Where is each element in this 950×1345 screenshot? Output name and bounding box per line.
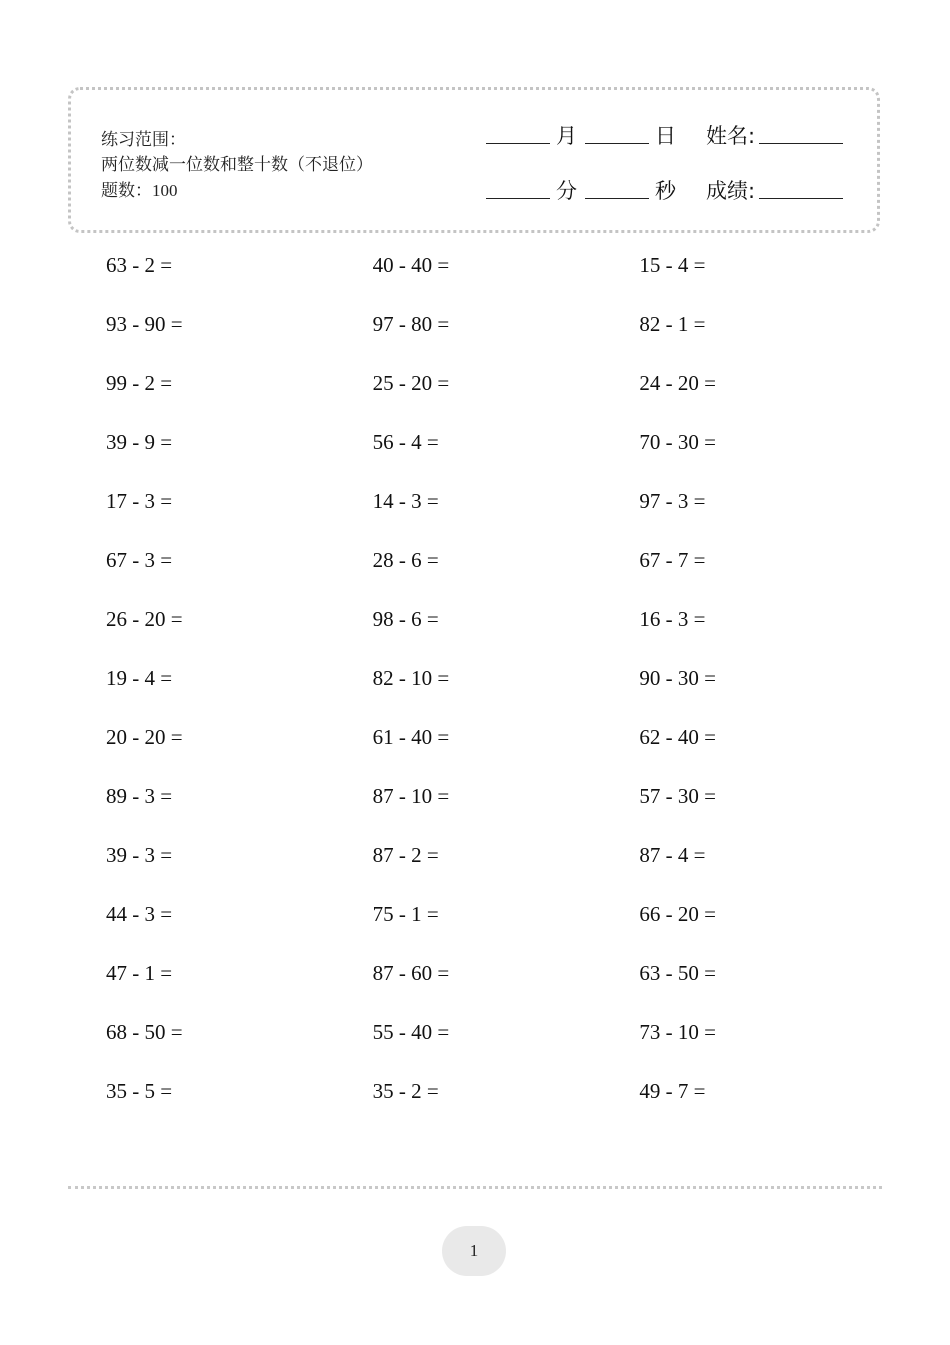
time-score-row: [486, 173, 843, 205]
problem: 93 - 90 =: [106, 312, 183, 336]
problem: 70 - 30 =: [639, 430, 716, 454]
problem-row: [106, 1017, 906, 1076]
problem-row: [106, 368, 906, 427]
problem: 89 - 3 =: [106, 784, 173, 808]
problem: 40 - 40 =: [372, 253, 450, 277]
problem: 44 - 3 =: [106, 902, 173, 926]
problem: 87 - 2 =: [372, 843, 439, 867]
problem-row: [106, 604, 906, 663]
problem: 25 - 20 =: [372, 371, 450, 395]
problem: 39 - 9 =: [106, 430, 173, 454]
minute-blank[interactable]: [486, 198, 550, 199]
problem: 99 - 2 =: [106, 371, 173, 395]
problem: 35 - 5 =: [106, 1079, 173, 1103]
problem-grid: [106, 250, 906, 1135]
problem: 24 - 20 =: [639, 371, 716, 395]
problem: 87 - 4 =: [639, 843, 706, 867]
problem: 20 - 20 =: [106, 725, 183, 749]
second-label: 秒: [655, 179, 676, 203]
problem-row: [106, 663, 906, 722]
problem-row: [106, 427, 906, 486]
problem: 87 - 10 =: [372, 784, 450, 808]
problem: 68 - 50 =: [106, 1020, 183, 1044]
month-label: 月: [556, 124, 577, 148]
minute-label: 分: [556, 179, 577, 203]
score-label: 成绩:: [706, 179, 756, 203]
range-label: 练习范围：: [101, 130, 186, 150]
problem-row: [106, 958, 906, 1017]
problem-row: [106, 840, 906, 899]
problem-row: [106, 781, 906, 840]
day-blank[interactable]: [585, 143, 649, 144]
problem: 28 - 6 =: [372, 548, 439, 572]
problem: 82 - 10 =: [372, 666, 450, 690]
page-number: 1: [469, 1241, 479, 1260]
problem: 98 - 6 =: [372, 607, 439, 631]
second-blank[interactable]: [585, 198, 649, 199]
problem: 90 - 30 =: [639, 666, 716, 690]
count-label: 题数：: [101, 181, 152, 201]
problem-row: [106, 545, 906, 604]
problem: 16 - 3 =: [639, 607, 706, 631]
problem: 56 - 4 =: [372, 430, 439, 454]
problem-row: [106, 899, 906, 958]
count-value: 100: [152, 181, 178, 200]
problem-row: [106, 309, 906, 368]
problem: 82 - 1 =: [639, 312, 706, 336]
problem: 63 - 2 =: [106, 253, 173, 277]
question-count: [101, 178, 373, 204]
exercise-info: [101, 128, 373, 204]
problem: 61 - 40 =: [372, 725, 450, 749]
problem: 49 - 7 =: [639, 1079, 706, 1103]
date-name-row: [486, 118, 843, 150]
month-blank[interactable]: [486, 143, 550, 144]
problem: 14 - 3 =: [372, 489, 439, 513]
fill-in-fields: [486, 118, 843, 228]
problem: 35 - 2 =: [372, 1079, 439, 1103]
problem: 97 - 80 =: [372, 312, 450, 336]
name-label: 姓名:: [706, 124, 756, 148]
problem: 55 - 40 =: [372, 1020, 450, 1044]
problem: 87 - 60 =: [372, 961, 450, 985]
page-number-badge: [442, 1226, 506, 1276]
problem: 47 - 1 =: [106, 961, 173, 985]
problem: 39 - 3 =: [106, 843, 173, 867]
problem: 57 - 30 =: [639, 784, 716, 808]
problem: 73 - 10 =: [639, 1020, 716, 1044]
range-value: 两位数减一位数和整十数（不退位）: [101, 155, 373, 175]
problem-row: [106, 250, 906, 309]
problem-row: [106, 722, 906, 781]
name-blank[interactable]: [759, 143, 843, 144]
problem: 19 - 4 =: [106, 666, 173, 690]
problem-row: [106, 486, 906, 545]
score-blank[interactable]: [759, 198, 843, 199]
problem: 62 - 40 =: [639, 725, 716, 749]
problem: 67 - 3 =: [106, 548, 173, 572]
worksheet-header: [68, 87, 880, 233]
problem: 97 - 3 =: [639, 489, 706, 513]
footer-divider: [68, 1186, 882, 1189]
problem: 63 - 50 =: [639, 961, 716, 985]
problem: 17 - 3 =: [106, 489, 173, 513]
day-label: 日: [655, 124, 676, 148]
problem: 66 - 20 =: [639, 902, 716, 926]
problem: 75 - 1 =: [372, 902, 439, 926]
problem: 15 - 4 =: [639, 253, 706, 277]
problem: 67 - 7 =: [639, 548, 706, 572]
problem-row: [106, 1076, 906, 1135]
problem: 26 - 20 =: [106, 607, 183, 631]
